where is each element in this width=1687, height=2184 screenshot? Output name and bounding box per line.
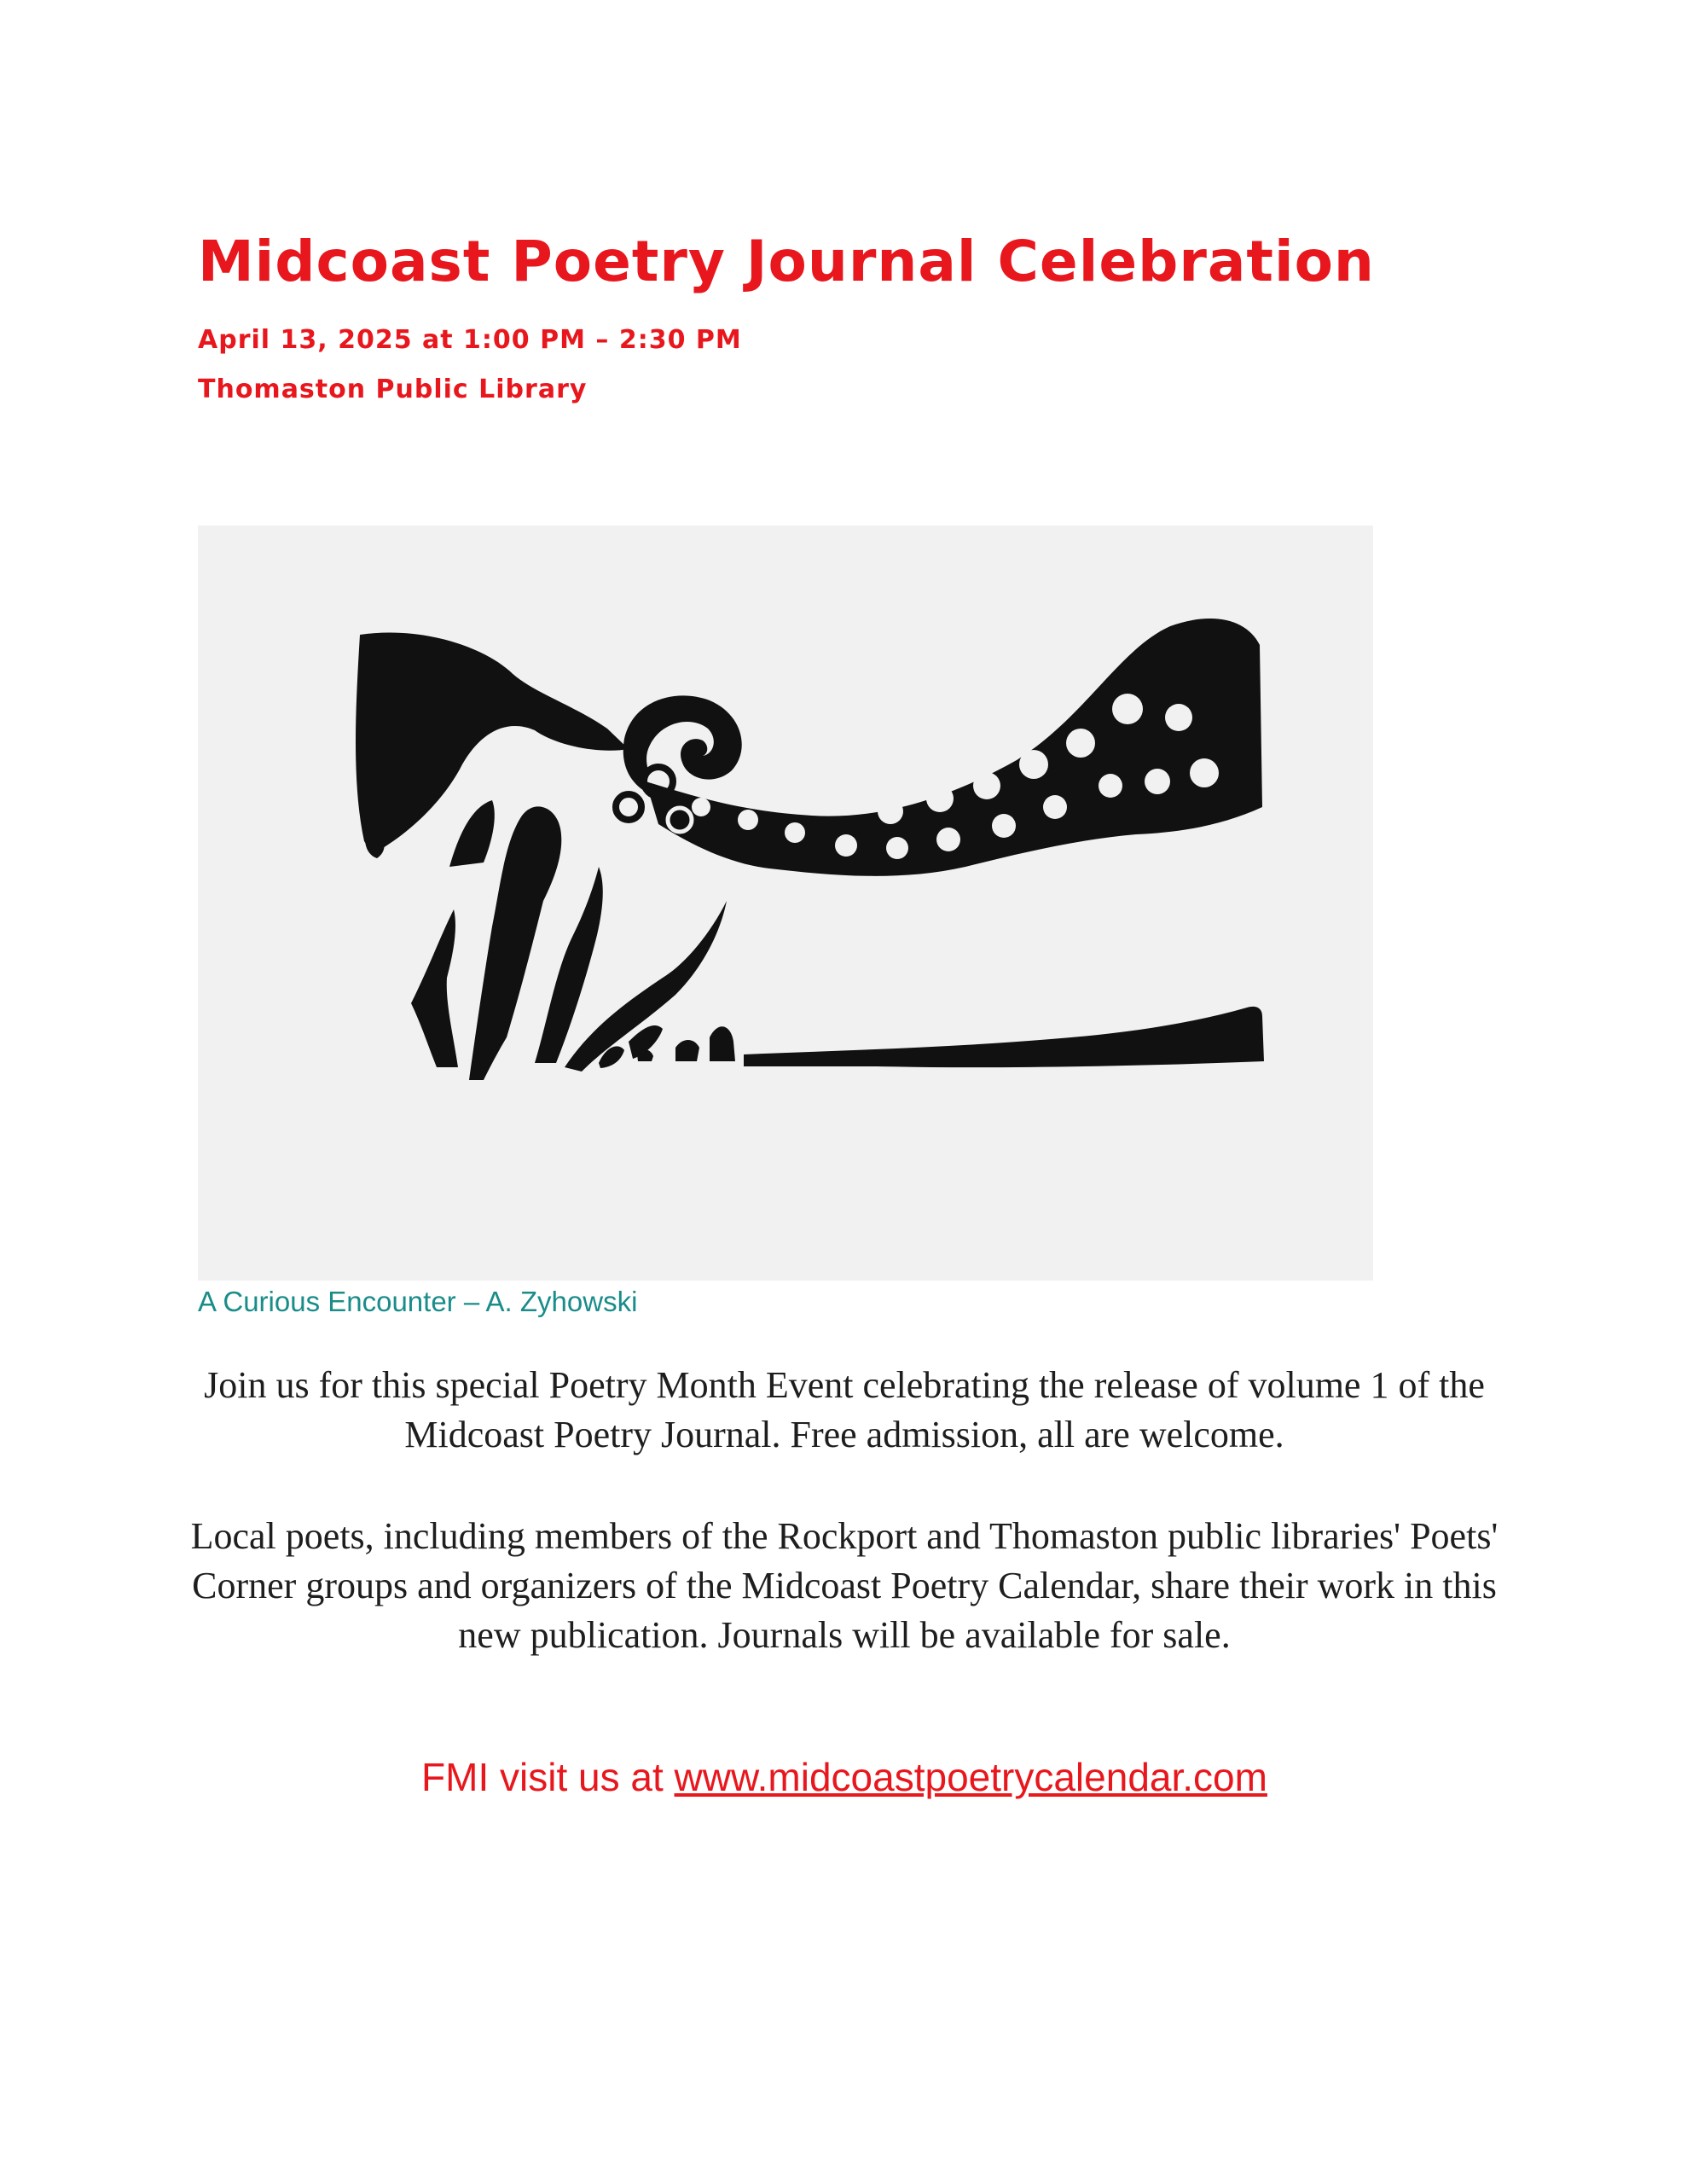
artwork-image: [198, 526, 1373, 1281]
fmi-prefix: FMI visit us at: [421, 1755, 675, 1799]
details-paragraph: Local poets, including members of the Rockport and Thomaston public libraries' Poets' Corner groups and organizers of the Midcoast Poetry Calendar, share their work in this new publication. Journals will be available for sale.: [190, 1515, 1499, 1656]
website-link[interactable]: www.midcoastpoetrycalendar.com: [674, 1755, 1267, 1799]
octopus-linocut-illustration: [198, 526, 1373, 1281]
event-venue: Thomaston Public Library: [198, 375, 588, 404]
fmi-line: [188, 1751, 1501, 1803]
event-date-time: April 13, 2025 at 1:00 PM – 2:30 PM: [198, 325, 742, 355]
artwork-caption: A Curious Encounter – A. Zyhowski: [198, 1286, 638, 1317]
intro-paragraph: Join us for this special Poetry Month Event celebrating the release of volume 1 of the Midcoast Poetry Journal. Free admission, all are welcome.: [204, 1364, 1485, 1455]
event-title: Midcoast Poetry Journal Celebration: [198, 229, 1375, 294]
